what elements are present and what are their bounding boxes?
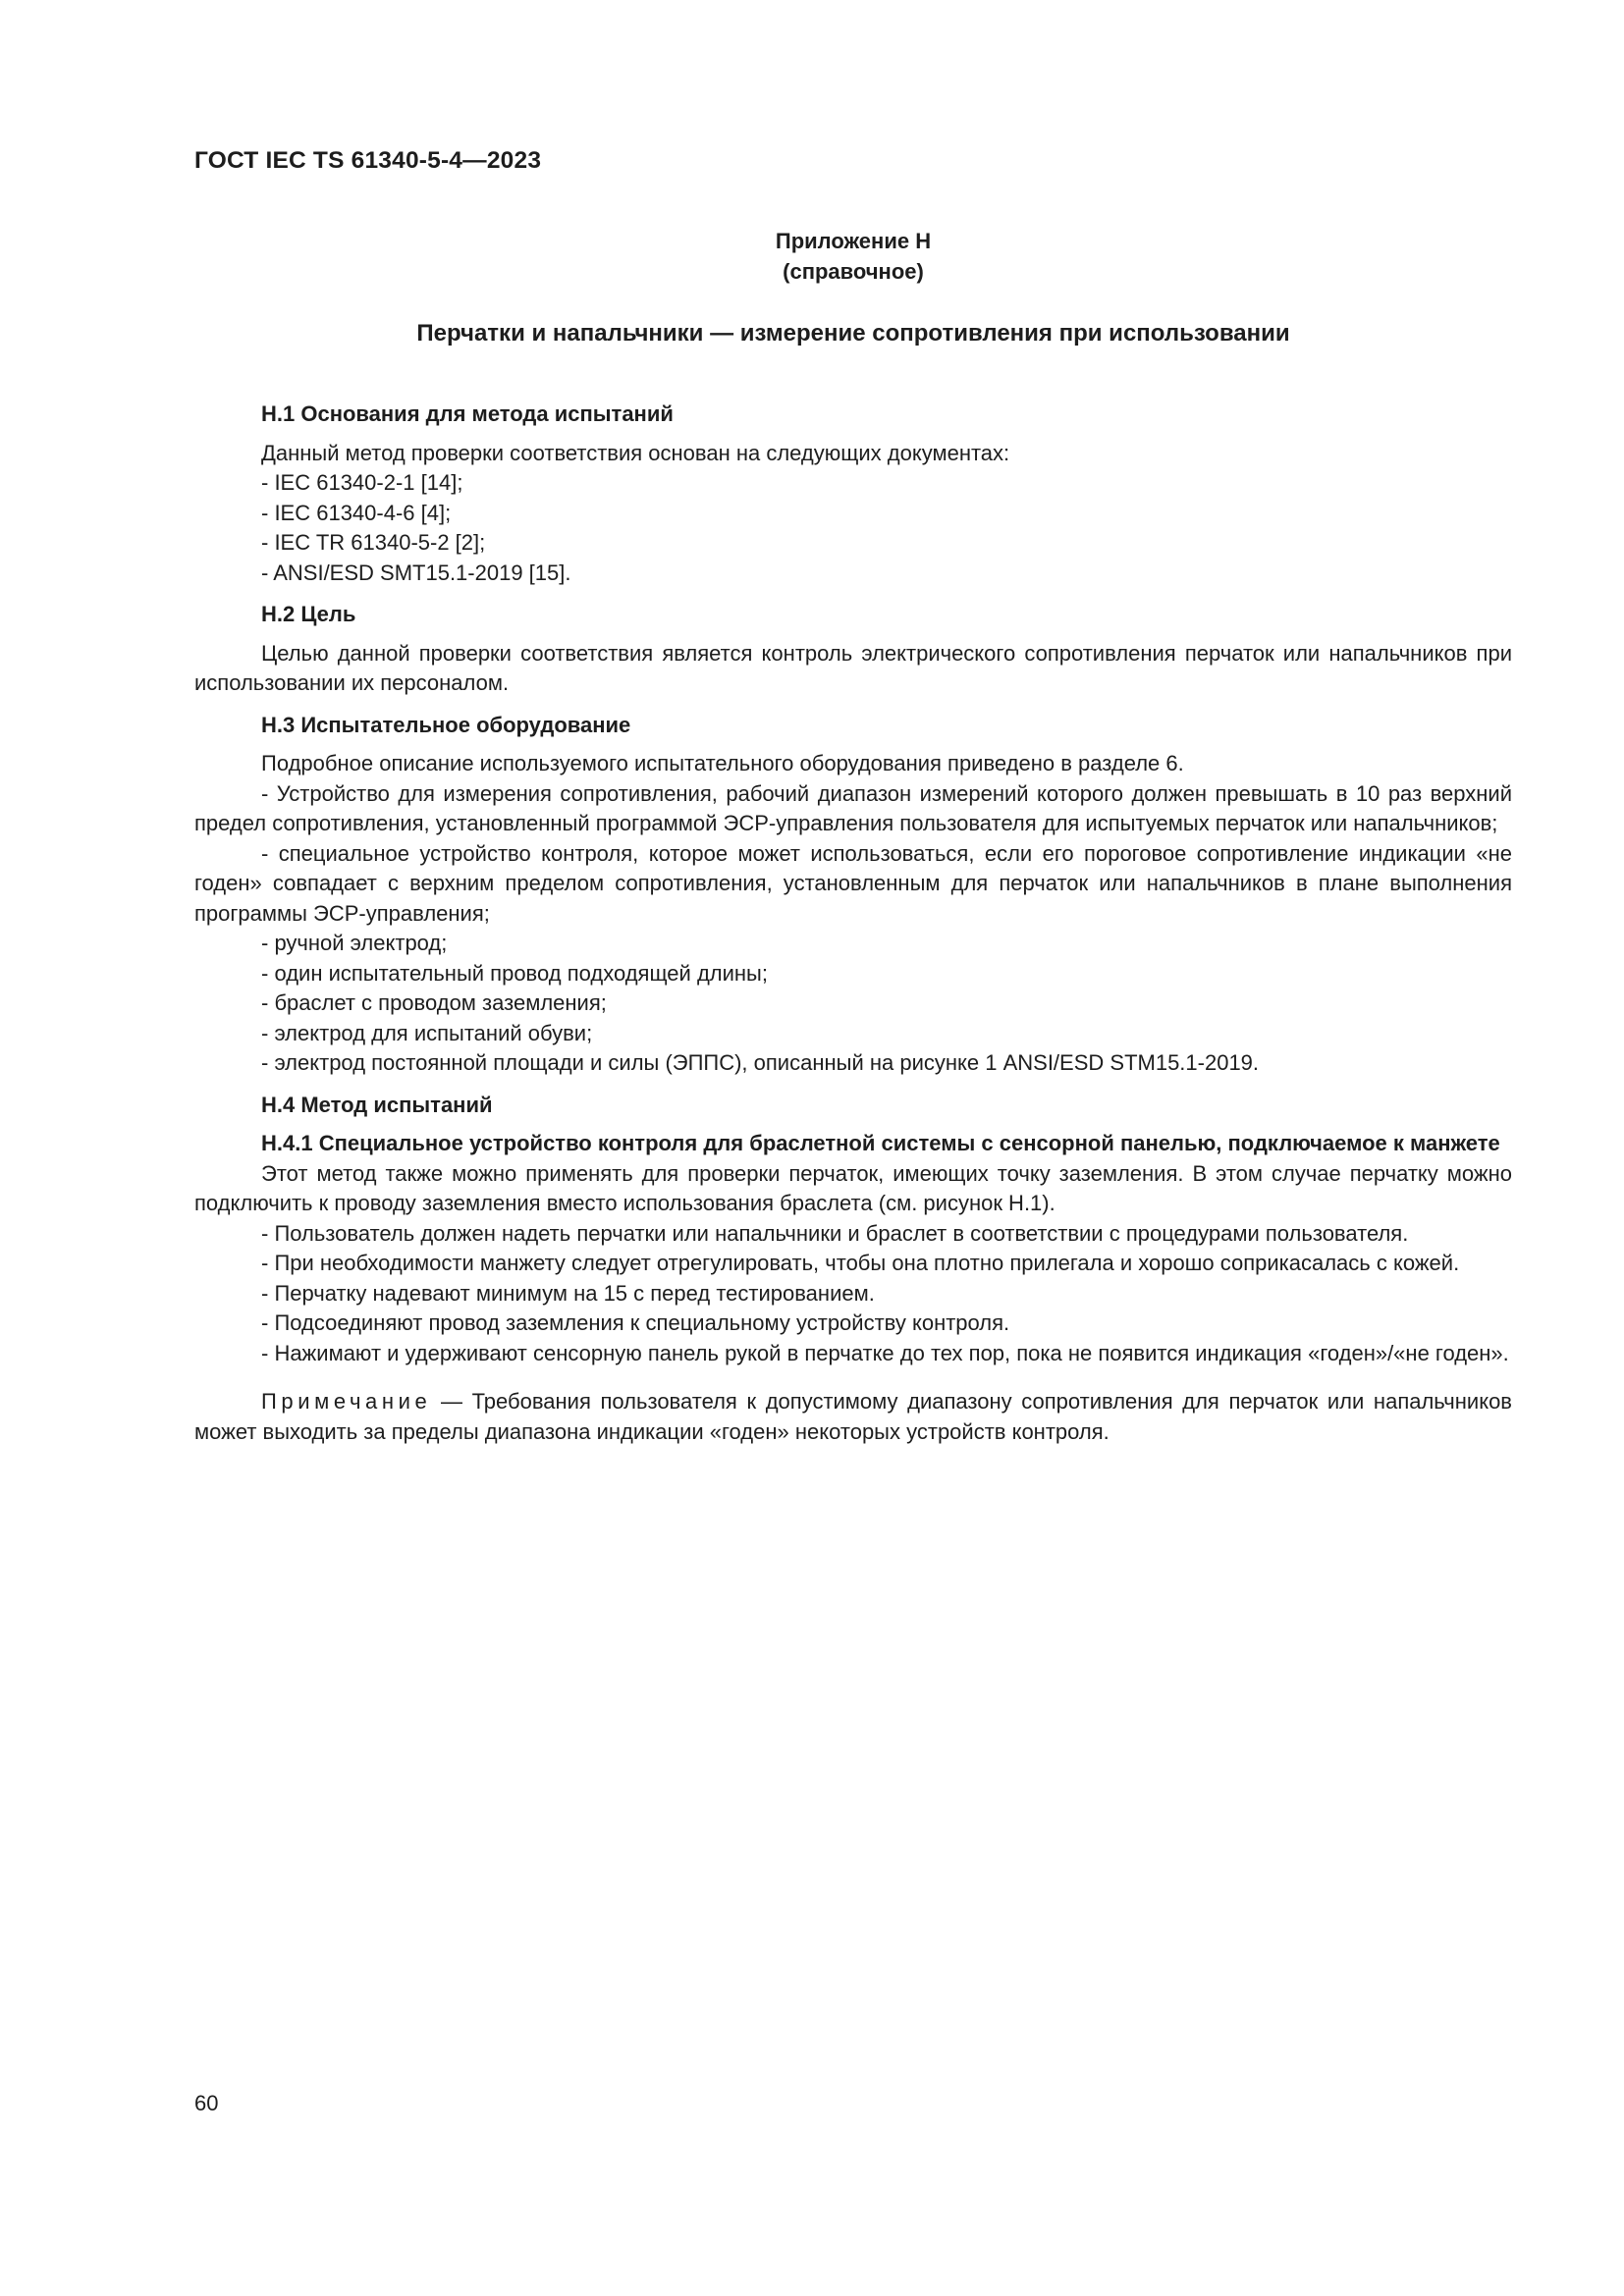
- page-number: 60: [194, 2091, 219, 2115]
- procedure-step: - Пользователь должен надеть перчатки или напальчники и браслет в соответствии с процедурами пользователя.: [261, 1220, 1409, 1246]
- note-text: — Требования пользователя к допустимому диапазону сопротивления для перчаток или напальчников может выходить за пределы диапазона индикации «годен» некоторых устройств контроля.: [194, 1389, 1512, 1444]
- list-item: - IEC 61340-4-6 [4];: [261, 500, 452, 525]
- note-paragraph: [194, 1387, 1512, 1447]
- procedure-step: - Перчатку надевают минимум на 15 с перед тестированием.: [261, 1280, 875, 1306]
- section-h41-text: Этот метод также можно применять для проверки перчаток, имеющих точку заземления. В этом случае перчатку можно подключить к проводу заземления вместо использования браслета (см. рисунок Н.1).: [194, 1160, 1512, 1215]
- list-item: - ANSI/ESD SMT15.1-2019 [15].: [261, 560, 571, 585]
- list-item: - электрод постоянной площади и силы (ЭППС), описанный на рисунке 1 ANSI/ESD STM15.1-2019.: [261, 1050, 1260, 1075]
- document-code: ГОСТ IEC TS 61340-5-4—2023: [194, 147, 542, 174]
- section-h1-intro: Данный метод проверки соответствия основан на следующих документах:: [261, 440, 1010, 465]
- list-item: - ручной электрод;: [261, 931, 448, 955]
- section-h1-reference-list: [194, 468, 1512, 588]
- procedure-step: - При необходимости манжету следует отрегулировать, чтобы она плотно прилегала и хорошо соприкасалась с кожей.: [261, 1251, 1460, 1275]
- section-h2-text: Целью данной проверки соответствия является контроль электрического сопротивления перчаток или напальчников при использовании их персоналом.: [194, 640, 1512, 695]
- appendix-header: [194, 226, 1512, 287]
- list-item: - браслет с проводом заземления;: [261, 990, 607, 1015]
- list-item: - IEC TR 61340-5-2 [2];: [261, 530, 486, 555]
- section-h3-para2: - специальное устройство контроля, которое может использоваться, если его пороговое сопротивление индикации «не годен» совпадает с верхним пределом сопротивления, установленным для перчаток или напальчников в плане выполнения программы ЭСР-управления;: [194, 840, 1512, 926]
- appendix-title: Перчатки и напальчники — измерение сопротивления при использовании: [416, 320, 1290, 347]
- list-item: - IEC 61340-2-1 [14];: [261, 470, 463, 495]
- procedure-step: - Нажимают и удерживают сенсорную панель рукой в перчатке до тех пор, пока не появится индикация «годен»/«не годен».: [261, 1340, 1509, 1365]
- section-h2-heading: Н.2 Цель: [261, 602, 356, 626]
- section-h3-intro: Подробное описание используемого испытательного оборудования приведено в разделе 6.: [261, 751, 1184, 775]
- appendix-label: Приложение Н: [775, 229, 932, 253]
- section-h4-heading: Н.4 Метод испытаний: [261, 1092, 493, 1117]
- section-h3-equipment-list: [194, 929, 1512, 1079]
- procedure-step: - Подсоединяют провод заземления к специальному устройству контроля.: [261, 1310, 1010, 1335]
- appendix-type: (справочное): [783, 259, 924, 284]
- section-h41-heading: Н.4.1 Специальное устройство контроля для браслетной системы с сенсорной панелью, подключаемое к манжете: [261, 1131, 1500, 1155]
- list-item: - электрод для испытаний обуви;: [261, 1020, 593, 1045]
- section-h3-heading: Н.3 Испытательное оборудование: [261, 712, 631, 737]
- note-label: Примечание: [261, 1389, 432, 1414]
- list-item: - один испытательный провод подходящей длины;: [261, 960, 768, 986]
- section-h3-para1: - Устройство для измерения сопротивления, рабочий диапазон измерений которого должен превышать в 10 раз верхний предел сопротивления, установленный программой ЭСР-управления пользователя для испытуемых перчаток или напальчников;: [194, 780, 1512, 835]
- section-h1-heading: Н.1 Основания для метода испытаний: [261, 401, 674, 426]
- document-body: [194, 400, 1512, 1447]
